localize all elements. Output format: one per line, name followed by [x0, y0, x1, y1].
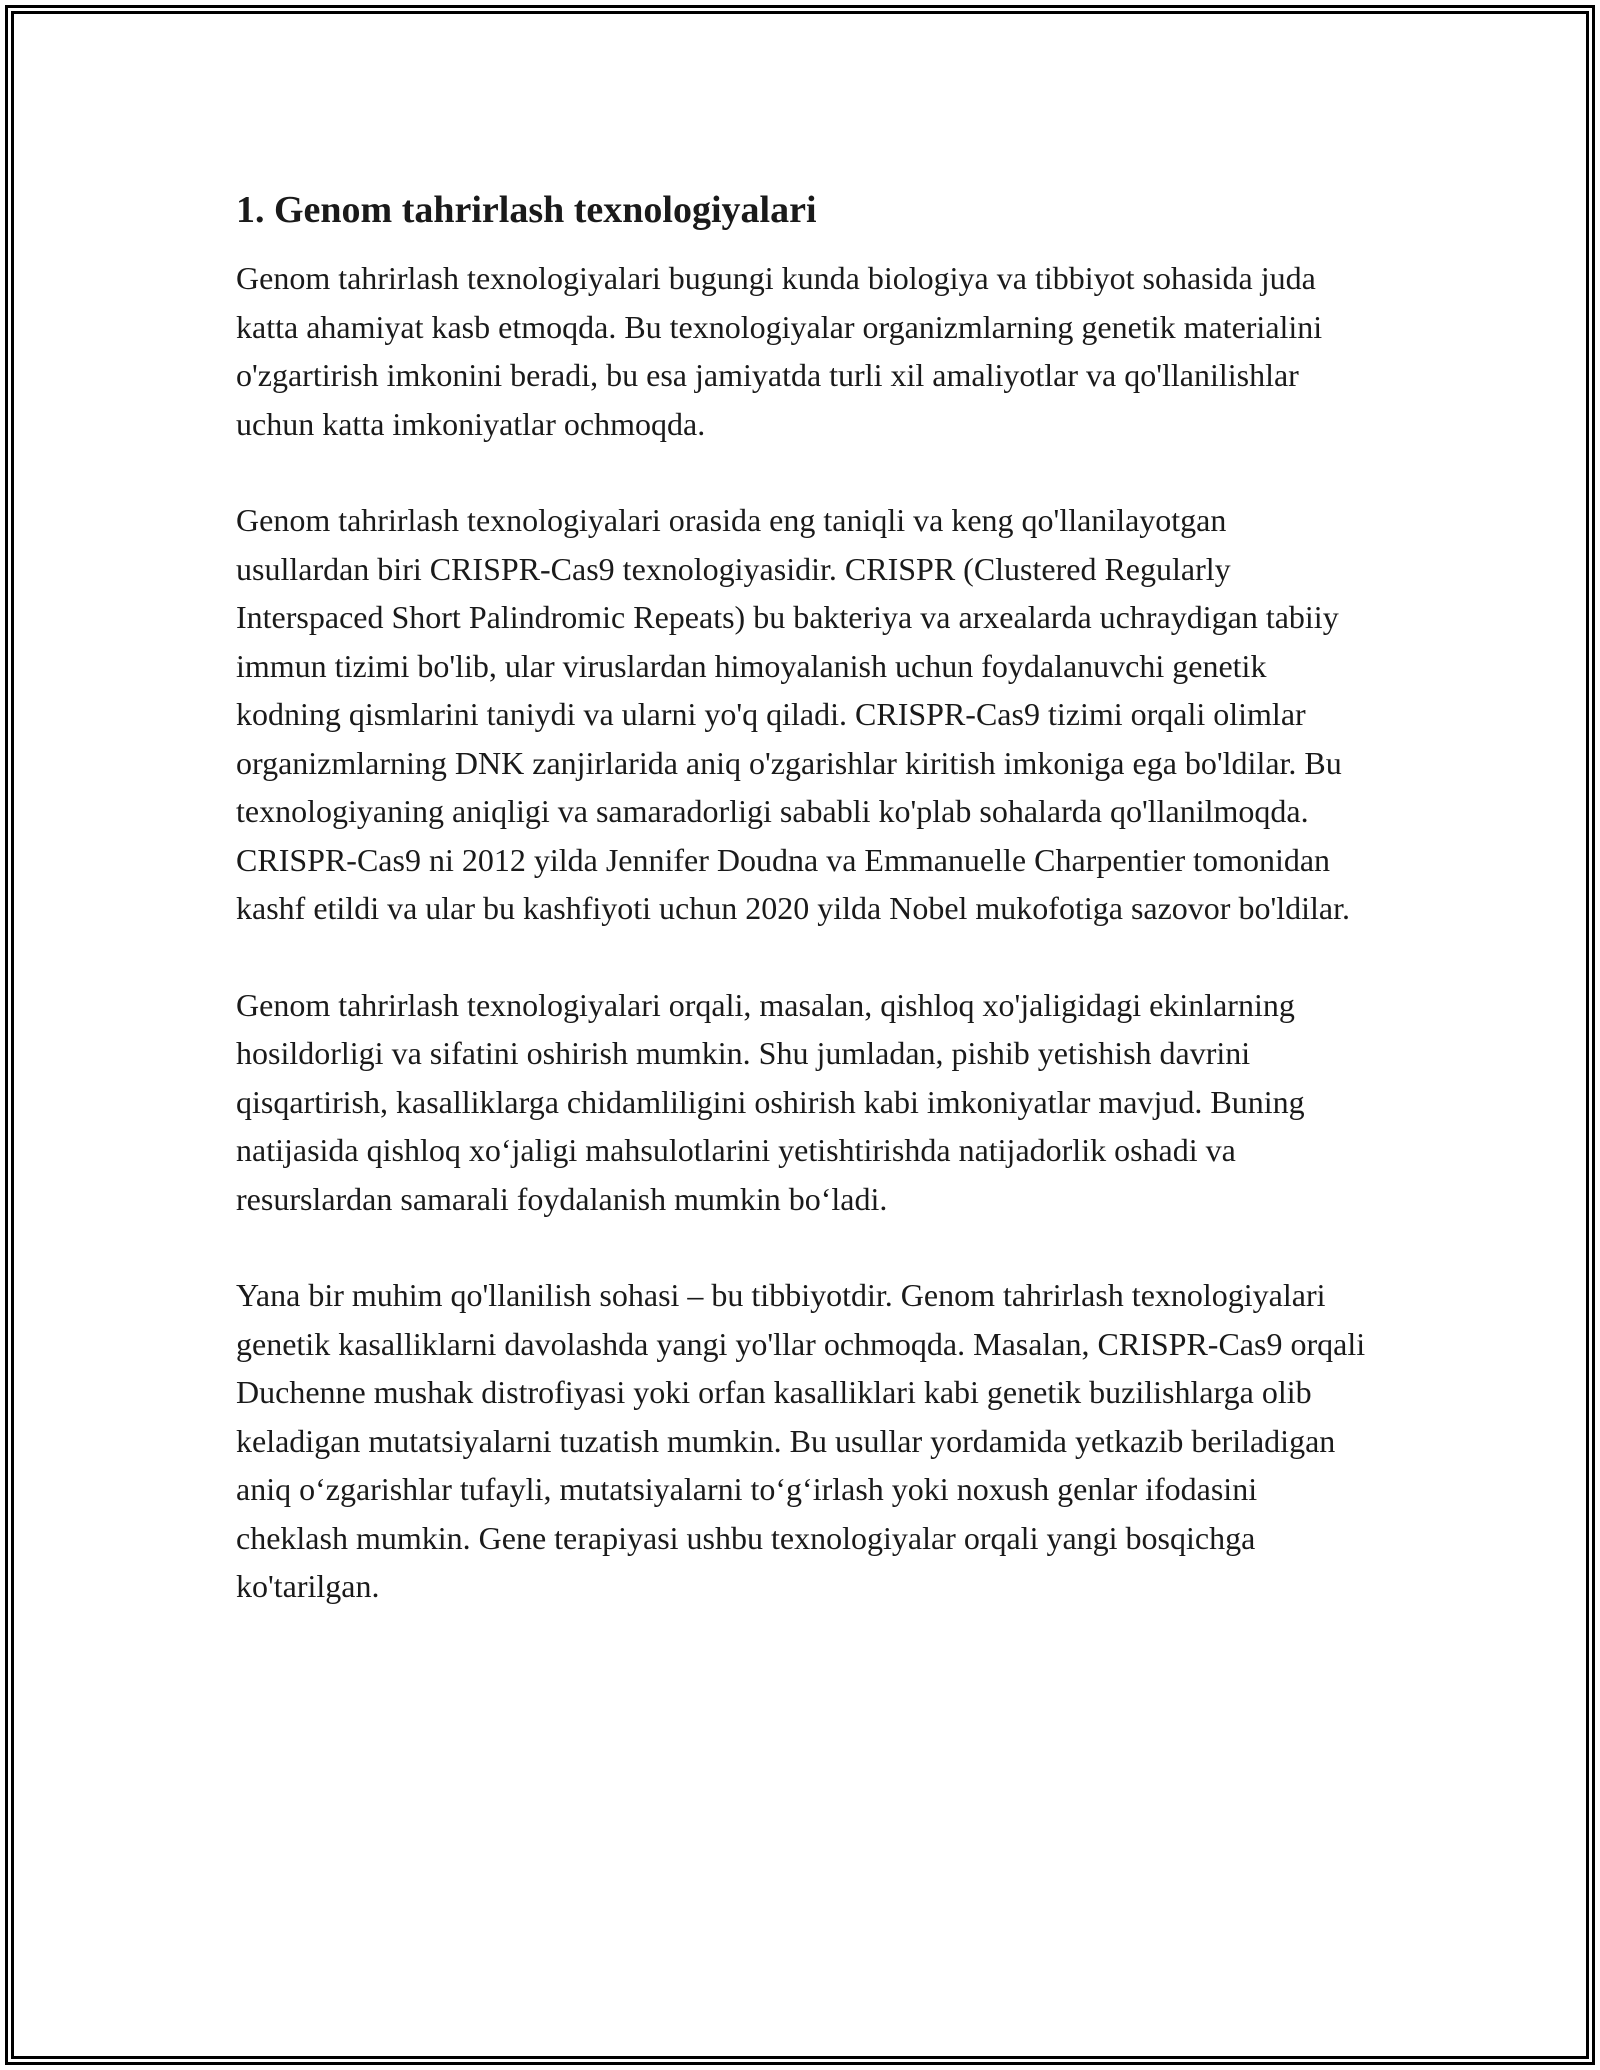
- paragraph-crispr: Genom tahrirlash texnologiyalari orasida eng taniqli va keng qo'llanilayotgan usullardan biri CRISPR-Cas9 texnologiyasidir. CRISPR (Clustered Regularly Interspaced Short Palindromic Repeats) bu bakteriya va arxealarda uchraydigan tabiiy immun tizimi bo'lib, ular viruslardan himoyalanish uchun foydalanuvchi genetik kodning qismlarini taniydi va ularni yo'q qiladi. CRISPR-Cas9 tizimi orqali olimlar organizmlarning DNK zanjirlarida aniq o'zgarishlar kiritish imkoniga ega bo'ldilar. Bu texnologiyaning aniqligi va samaradorligi sababli ko'plab sohalarda qo'llanilmoqda. CRISPR-Cas9 ni 2012 yilda Jennifer Doudna va Emmanuelle Charpentier tomonidan kashf etildi va ular bu kashfiyoti uchun 2020 yilda Nobel mukofotiga sazovor bo'ldilar.: [236, 502, 1350, 926]
- paragraph-agriculture: Genom tahrirlash texnologiyalari orqali, masalan, qishloq xo'jaligidagi ekinlarning hosildorligi va sifatini oshirish mumkin. Shu jumladan, pishib yetishish davrini qisqartirish, kasalliklarga chidamliligini oshirish kabi imkoniyatlar mavjud. Buning natijasida qishloq xo‘jaligi mahsulotlarini yetishtirishda natijadorlik oshadi va resurslardan samarali foydalanish mumkin bo‘ladi.: [236, 986, 1305, 1217]
- paragraph-intro: Genom tahrirlash texnologiyalari bugungi kunda biologiya va tibbiyot sohasida juda katta ahamiyat kasb etmoqda. Bu texnologiyalar organizmlarning genetik materialini o'zgartirish imkonini beradi, bu esa jamiyatda turli xil amaliyotlar va qo'llanilishlar uchun katta imkoniyatlar ochmoqda.: [236, 260, 1323, 442]
- paragraph-medicine: Yana bir muhim qo'llanilish sohasi – bu tibbiyotdir. Genom tahrirlash texnologiyalari genetik kasalliklarni davolashda yangi yo'llar ochmoqda. Masalan, CRISPR-Cas9 orqali Duchenne mushak distrofiyasi yoki orfan kasalliklari kabi genetik buzilishlarga olib keladigan mutatsiyalarni tuzatish mumkin. Bu usullar yordamida yetkazib beriladigan aniq o‘zgarishlar tufayli, mutatsiyalarni to‘g‘irlash yoki noxush genlar ifodasini cheklash mumkin. Gene terapiyasi ushbu texnologiyalar orqali yangi bosqichga ko'tarilgan.: [236, 1277, 1366, 1604]
- document-body: [236, 186, 1366, 1659]
- section-heading: 1. Genom tahrirlash texnologiyalari: [236, 189, 817, 231]
